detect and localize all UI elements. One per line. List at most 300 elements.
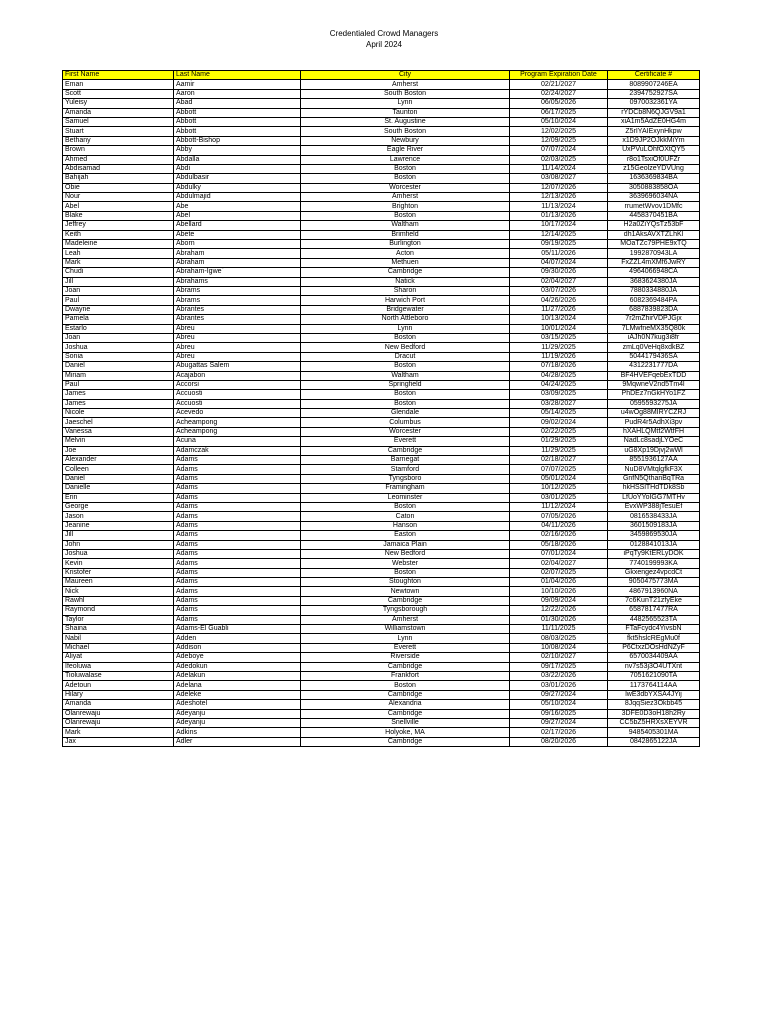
first-name-cell: Nicole xyxy=(63,409,174,418)
first-name-cell: Jill xyxy=(63,277,174,286)
certificate-number-cell: x1D9JP2OJkkMiYm xyxy=(608,136,700,145)
column-header-program-expiration-date: Program Expiration Date xyxy=(510,71,608,80)
last-name-cell: Abdalla xyxy=(174,155,301,164)
table-row xyxy=(63,474,700,483)
table-row xyxy=(63,117,700,126)
certificate-number-cell: 7051621090TA xyxy=(608,672,700,681)
first-name-cell: Blake xyxy=(63,211,174,220)
certificate-number-cell: 4964066948CA xyxy=(608,268,700,277)
city-cell: Boston xyxy=(301,164,510,173)
table-row xyxy=(63,531,700,540)
city-cell: Cambridge xyxy=(301,690,510,699)
table-row xyxy=(63,549,700,558)
table-row xyxy=(63,277,700,286)
first-name-cell: Vanessa xyxy=(63,427,174,436)
certificate-number-cell: MOaTZc79PHE9xTQ xyxy=(608,240,700,249)
table-row xyxy=(63,606,700,615)
last-name-cell: Adams xyxy=(174,587,301,596)
certificate-number-cell: r8o1TsxiOf0UFZr xyxy=(608,155,700,164)
expiration-date-cell: 04/24/2025 xyxy=(510,380,608,389)
last-name-cell: Abdulky xyxy=(174,183,301,192)
table-row xyxy=(63,296,700,305)
first-name-cell: Amanda xyxy=(63,700,174,709)
first-name-cell: Olanrewaju xyxy=(63,718,174,727)
expiration-date-cell: 09/30/2026 xyxy=(510,268,608,277)
table-row xyxy=(63,634,700,643)
certificate-number-cell: 6570034409AA xyxy=(608,653,700,662)
last-name-cell: Adeboye xyxy=(174,653,301,662)
table-row xyxy=(63,653,700,662)
table-row xyxy=(63,89,700,98)
expiration-date-cell: 11/11/2025 xyxy=(510,625,608,634)
certificate-number-cell: 3601509183JA xyxy=(608,521,700,530)
table-row xyxy=(63,230,700,239)
first-name-cell: Abdisamad xyxy=(63,164,174,173)
certificate-number-cell: rrumetWvov1DMfc xyxy=(608,202,700,211)
city-cell: Columbus xyxy=(301,418,510,427)
expiration-date-cell: 07/05/2026 xyxy=(510,512,608,521)
first-name-cell: James xyxy=(63,390,174,399)
expiration-date-cell: 08/03/2025 xyxy=(510,634,608,643)
table-row xyxy=(63,690,700,699)
city-cell: Springfield xyxy=(301,380,510,389)
expiration-date-cell: 02/04/2027 xyxy=(510,277,608,286)
certificate-number-cell: UxPVuLOhfOXtQY5 xyxy=(608,146,700,155)
expiration-date-cell: 04/26/2026 xyxy=(510,296,608,305)
city-cell: Amherst xyxy=(301,615,510,624)
expiration-date-cell: 02/10/2027 xyxy=(510,653,608,662)
table-row xyxy=(63,493,700,502)
table-row xyxy=(63,390,700,399)
last-name-cell: Adams xyxy=(174,559,301,568)
table-row xyxy=(63,446,700,455)
certificate-number-cell: 4312231777DA xyxy=(608,362,700,371)
last-name-cell: Abdi xyxy=(174,164,301,173)
table-row xyxy=(63,258,700,267)
table-row xyxy=(63,484,700,493)
last-name-cell: Adams xyxy=(174,531,301,540)
table-row xyxy=(63,324,700,333)
expiration-date-cell: 02/22/2025 xyxy=(510,427,608,436)
certificate-number-cell: 0816538433JA xyxy=(608,512,700,521)
expiration-date-cell: 05/11/2026 xyxy=(510,249,608,258)
city-cell: Riverside xyxy=(301,653,510,662)
first-name-cell: Joe xyxy=(63,446,174,455)
expiration-date-cell: 10/01/2024 xyxy=(510,324,608,333)
city-cell: Newtown xyxy=(301,587,510,596)
city-cell: Boston xyxy=(301,333,510,342)
table-row xyxy=(63,718,700,727)
certificate-number-cell: 4867913960NA xyxy=(608,587,700,596)
city-cell: Boston xyxy=(301,502,510,511)
first-name-cell: Stuart xyxy=(63,127,174,136)
last-name-cell: Abrantes xyxy=(174,315,301,324)
city-cell: Boston xyxy=(301,568,510,577)
city-cell: Cambridge xyxy=(301,662,510,671)
city-cell: Lynn xyxy=(301,99,510,108)
city-cell: Williamstown xyxy=(301,625,510,634)
table-row xyxy=(63,409,700,418)
table-row xyxy=(63,136,700,145)
first-name-cell: Madeleine xyxy=(63,240,174,249)
city-cell: Waltham xyxy=(301,221,510,230)
city-cell: St. Augustine xyxy=(301,117,510,126)
expiration-date-cell: 04/11/2026 xyxy=(510,521,608,530)
table-row xyxy=(63,512,700,521)
city-cell: Boston xyxy=(301,399,510,408)
last-name-cell: Adams xyxy=(174,456,301,465)
certificate-number-cell: 9050475773MA xyxy=(608,578,700,587)
column-header-city: City xyxy=(301,71,510,80)
first-name-cell: Leah xyxy=(63,249,174,258)
city-cell: Barnegat xyxy=(301,456,510,465)
last-name-cell: Abrantes xyxy=(174,305,301,314)
expiration-date-cell: 01/13/2026 xyxy=(510,211,608,220)
city-cell: Glendale xyxy=(301,409,510,418)
first-name-cell: John xyxy=(63,540,174,549)
certificate-number-cell: rYDCb8N6QJGV9a1 xyxy=(608,108,700,117)
expiration-date-cell: 12/02/2025 xyxy=(510,127,608,136)
first-name-cell: Olanrewaju xyxy=(63,709,174,718)
first-name-cell: Scott xyxy=(63,89,174,98)
last-name-cell: Accuosti xyxy=(174,399,301,408)
last-name-cell: Adkins xyxy=(174,728,301,737)
first-name-cell: Kevin xyxy=(63,559,174,568)
table-row xyxy=(63,465,700,474)
document-header xyxy=(0,28,768,50)
certificate-number-cell: dh1AksAVXTZLhKl xyxy=(608,230,700,239)
last-name-cell: Adden xyxy=(174,634,301,643)
certificate-number-cell: zmLq0VeHq8xdkBZ xyxy=(608,343,700,352)
first-name-cell: Eman xyxy=(63,80,174,89)
expiration-date-cell: 03/15/2025 xyxy=(510,333,608,342)
first-name-cell: Obie xyxy=(63,183,174,192)
certificate-number-cell: 4482565523TA xyxy=(608,615,700,624)
last-name-cell: Adelana xyxy=(174,681,301,690)
certificate-number-cell: 0842865122JA xyxy=(608,737,700,746)
expiration-date-cell: 03/01/2025 xyxy=(510,493,608,502)
expiration-date-cell: 02/07/2025 xyxy=(510,568,608,577)
certificate-number-cell: 1173764114AA xyxy=(608,681,700,690)
city-cell: Cambridge xyxy=(301,596,510,605)
expiration-date-cell: 11/29/2025 xyxy=(510,446,608,455)
table-row xyxy=(63,305,700,314)
last-name-cell: Abrahams xyxy=(174,277,301,286)
city-cell: Cambridge xyxy=(301,446,510,455)
table-row xyxy=(63,672,700,681)
expiration-date-cell: 04/28/2025 xyxy=(510,371,608,380)
certificate-number-cell: 8551936127AA xyxy=(608,456,700,465)
certificate-number-cell: nv7s53j3O4UTXnt xyxy=(608,662,700,671)
last-name-cell: Abbott xyxy=(174,127,301,136)
first-name-cell: James xyxy=(63,399,174,408)
table-row xyxy=(63,456,700,465)
certificate-number-cell: FxZZL4mXMf6JwRY xyxy=(608,258,700,267)
first-name-cell: Joan xyxy=(63,333,174,342)
city-cell: Stamford xyxy=(301,465,510,474)
first-name-cell: Amanda xyxy=(63,108,174,117)
last-name-cell: Abrams xyxy=(174,286,301,295)
expiration-date-cell: 08/20/2026 xyxy=(510,737,608,746)
table-row xyxy=(63,709,700,718)
city-cell: Amherst xyxy=(301,80,510,89)
first-name-cell: Estarlo xyxy=(63,324,174,333)
table-row xyxy=(63,164,700,173)
certificate-number-cell: 7c6KunT21zfyEke xyxy=(608,596,700,605)
expiration-date-cell: 12/07/2026 xyxy=(510,183,608,192)
certificate-number-cell: 3459869530JA xyxy=(608,531,700,540)
certificate-number-cell: 7880334880JA xyxy=(608,286,700,295)
certificate-number-cell: 1636369834BA xyxy=(608,174,700,183)
last-name-cell: Aaron xyxy=(174,89,301,98)
city-cell: Everett xyxy=(301,437,510,446)
city-cell: Tyngsboro xyxy=(301,474,510,483)
last-name-cell: Abreu xyxy=(174,352,301,361)
last-name-cell: Acuna xyxy=(174,437,301,446)
table-row xyxy=(63,437,700,446)
expiration-date-cell: 02/21/2027 xyxy=(510,80,608,89)
first-name-cell: Paul xyxy=(63,380,174,389)
last-name-cell: Adler xyxy=(174,737,301,746)
first-name-cell: Erin xyxy=(63,493,174,502)
certificate-number-cell: GnfN5QthanBqTRa xyxy=(608,474,700,483)
table-row xyxy=(63,240,700,249)
first-name-cell: Raymond xyxy=(63,606,174,615)
expiration-date-cell: 11/12/2024 xyxy=(510,502,608,511)
table-row xyxy=(63,286,700,295)
city-cell: Easton xyxy=(301,531,510,540)
city-cell: Hanson xyxy=(301,521,510,530)
certificate-number-cell: fkt5hslcREgMu0f xyxy=(608,634,700,643)
expiration-date-cell: 02/04/2027 xyxy=(510,559,608,568)
expiration-date-cell: 10/10/2026 xyxy=(510,587,608,596)
certificate-number-cell: 6587817477RA xyxy=(608,606,700,615)
last-name-cell: Adeleke xyxy=(174,690,301,699)
last-name-cell: Aamir xyxy=(174,80,301,89)
last-name-cell: Adams-El Guabli xyxy=(174,625,301,634)
first-name-cell: Nour xyxy=(63,193,174,202)
certificate-number-cell: NuD8VMtqlgfkF3X xyxy=(608,465,700,474)
city-cell: Lynn xyxy=(301,634,510,643)
expiration-date-cell: 01/29/2025 xyxy=(510,437,608,446)
first-name-cell: Abel xyxy=(63,202,174,211)
first-name-cell: Keith xyxy=(63,230,174,239)
city-cell: South Boston xyxy=(301,89,510,98)
city-cell: Cambridge xyxy=(301,268,510,277)
certificate-number-cell: PhDEz7nGkHYo1FZ xyxy=(608,390,700,399)
first-name-cell: Jason xyxy=(63,512,174,521)
certificate-number-cell: iPqTy9KtERLyDOK xyxy=(608,549,700,558)
table-header-row xyxy=(63,71,700,80)
city-cell: Boston xyxy=(301,174,510,183)
table-row xyxy=(63,371,700,380)
table-row xyxy=(63,211,700,220)
first-name-cell: Shaina xyxy=(63,625,174,634)
city-cell: Snellville xyxy=(301,718,510,727)
certificate-number-cell: 6887839823DA xyxy=(608,305,700,314)
last-name-cell: Adedokun xyxy=(174,662,301,671)
first-name-cell: Brown xyxy=(63,146,174,155)
certificate-number-cell: 0128841013JA xyxy=(608,540,700,549)
certificate-number-cell: CC5bZ5HRXsXEYVR xyxy=(608,718,700,727)
expiration-date-cell: 05/10/2024 xyxy=(510,117,608,126)
table-row xyxy=(63,80,700,89)
expiration-date-cell: 03/09/2025 xyxy=(510,390,608,399)
city-cell: Boston xyxy=(301,681,510,690)
first-name-cell: Jax xyxy=(63,737,174,746)
certificate-number-cell: LfUoYYoIGG7MTHv xyxy=(608,493,700,502)
expiration-date-cell: 03/28/2027 xyxy=(510,399,608,408)
table-row xyxy=(63,146,700,155)
last-name-cell: Abrams xyxy=(174,296,301,305)
expiration-date-cell: 07/07/2025 xyxy=(510,465,608,474)
table-row xyxy=(63,221,700,230)
first-name-cell: Rawhl xyxy=(63,596,174,605)
city-cell: Harwich Port xyxy=(301,296,510,305)
certificate-number-cell: 3683624380JA xyxy=(608,277,700,286)
table-row xyxy=(63,596,700,605)
expiration-date-cell: 09/27/2024 xyxy=(510,718,608,727)
first-name-cell: Jeanine xyxy=(63,521,174,530)
table-row xyxy=(63,315,700,324)
table-row xyxy=(63,380,700,389)
last-name-cell: Adams xyxy=(174,549,301,558)
city-cell: Boston xyxy=(301,211,510,220)
city-cell: Taunton xyxy=(301,108,510,117)
city-cell: Tyngsborough xyxy=(301,606,510,615)
first-name-cell: Nick xyxy=(63,587,174,596)
first-name-cell: Ahmed xyxy=(63,155,174,164)
table-row xyxy=(63,333,700,342)
city-cell: Alexandria xyxy=(301,700,510,709)
last-name-cell: Adams xyxy=(174,578,301,587)
expiration-date-cell: 10/17/2024 xyxy=(510,221,608,230)
first-name-cell: Maureen xyxy=(63,578,174,587)
certificate-number-cell: Gkxengez4vpcdCt xyxy=(608,568,700,577)
expiration-date-cell: 04/07/2024 xyxy=(510,258,608,267)
expiration-date-cell: 06/05/2026 xyxy=(510,99,608,108)
table-row xyxy=(63,540,700,549)
expiration-date-cell: 06/17/2025 xyxy=(510,108,608,117)
first-name-cell: Miriam xyxy=(63,371,174,380)
city-cell: Bridgewater xyxy=(301,305,510,314)
table-row xyxy=(63,427,700,436)
expiration-date-cell: 12/14/2025 xyxy=(510,230,608,239)
table-row xyxy=(63,728,700,737)
expiration-date-cell: 10/12/2025 xyxy=(510,484,608,493)
last-name-cell: Abad xyxy=(174,99,301,108)
document-subtitle: April 2024 xyxy=(365,40,403,49)
city-cell: Lawrence xyxy=(301,155,510,164)
expiration-date-cell: 01/04/2026 xyxy=(510,578,608,587)
last-name-cell: Abreu xyxy=(174,343,301,352)
first-name-cell: Danielle xyxy=(63,484,174,493)
first-name-cell: Hilary xyxy=(63,690,174,699)
last-name-cell: Adams xyxy=(174,568,301,577)
first-name-cell: Mark xyxy=(63,728,174,737)
table-row xyxy=(63,202,700,211)
last-name-cell: Abbott xyxy=(174,108,301,117)
city-cell: Sharon xyxy=(301,286,510,295)
certificate-number-cell: uG8Xp19Djvj2wWl xyxy=(608,446,700,455)
city-cell: Waltham xyxy=(301,371,510,380)
last-name-cell: Adams xyxy=(174,615,301,624)
table-row xyxy=(63,662,700,671)
certificate-number-cell: hkHSSlTHdTDk8Sb xyxy=(608,484,700,493)
city-cell: Framingham xyxy=(301,484,510,493)
expiration-date-cell: 05/14/2025 xyxy=(510,409,608,418)
table-row xyxy=(63,352,700,361)
expiration-date-cell: 05/01/2024 xyxy=(510,474,608,483)
expiration-date-cell: 10/13/2024 xyxy=(510,315,608,324)
expiration-date-cell: 11/19/2026 xyxy=(510,352,608,361)
expiration-date-cell: 09/17/2025 xyxy=(510,662,608,671)
table-row xyxy=(63,183,700,192)
first-name-cell: Kristofer xyxy=(63,568,174,577)
first-name-cell: Joshua xyxy=(63,549,174,558)
last-name-cell: Adelakun xyxy=(174,672,301,681)
first-name-cell: Melvin xyxy=(63,437,174,446)
city-cell: Eagle River xyxy=(301,146,510,155)
expiration-date-cell: 10/08/2024 xyxy=(510,643,608,652)
certificate-number-cell: hXAHLQMtf2WtfFH xyxy=(608,427,700,436)
last-name-cell: Abraham xyxy=(174,258,301,267)
first-name-cell: Daniel xyxy=(63,474,174,483)
city-cell: Methuen xyxy=(301,258,510,267)
last-name-cell: Abdulbasir xyxy=(174,174,301,183)
last-name-cell: Addison xyxy=(174,643,301,652)
last-name-cell: Adamczak xyxy=(174,446,301,455)
city-cell: Worcester xyxy=(301,427,510,436)
table-row xyxy=(63,700,700,709)
table-row xyxy=(63,578,700,587)
table-row xyxy=(63,268,700,277)
city-cell: Acton xyxy=(301,249,510,258)
certificate-number-cell: EvxWP388jTesuEf xyxy=(608,502,700,511)
certificate-number-cell: 7740199993KA xyxy=(608,559,700,568)
certificate-number-cell: H2a0ZiYQsTz53bF xyxy=(608,221,700,230)
last-name-cell: Acheampong xyxy=(174,427,301,436)
first-name-cell: Colleen xyxy=(63,465,174,474)
city-cell: Brighton xyxy=(301,202,510,211)
last-name-cell: Adeyanju xyxy=(174,709,301,718)
table-row xyxy=(63,249,700,258)
expiration-date-cell: 11/14/2024 xyxy=(510,164,608,173)
table-row xyxy=(63,108,700,117)
first-name-cell: Sonia xyxy=(63,352,174,361)
city-cell: Frankfort xyxy=(301,672,510,681)
certificate-number-cell: 8JqqSiez3Okbb45 xyxy=(608,700,700,709)
first-name-cell: Adetoun xyxy=(63,681,174,690)
table-row xyxy=(63,418,700,427)
city-cell: Brimfield xyxy=(301,230,510,239)
table-row xyxy=(63,502,700,511)
expiration-date-cell: 07/07/2024 xyxy=(510,146,608,155)
certificate-number-cell: P6CtxzDOsHdNZyF xyxy=(608,643,700,652)
last-name-cell: Adams xyxy=(174,521,301,530)
city-cell: South Boston xyxy=(301,127,510,136)
city-cell: Boston xyxy=(301,362,510,371)
city-cell: Boston xyxy=(301,390,510,399)
certificate-number-cell: 6082369484PA xyxy=(608,296,700,305)
last-name-cell: Abellard xyxy=(174,221,301,230)
city-cell: Newbury xyxy=(301,136,510,145)
expiration-date-cell: 03/22/2026 xyxy=(510,672,608,681)
first-name-cell: Jaeschel xyxy=(63,418,174,427)
city-cell: Cambridge xyxy=(301,737,510,746)
city-cell: Dracut xyxy=(301,352,510,361)
table-row xyxy=(63,737,700,746)
